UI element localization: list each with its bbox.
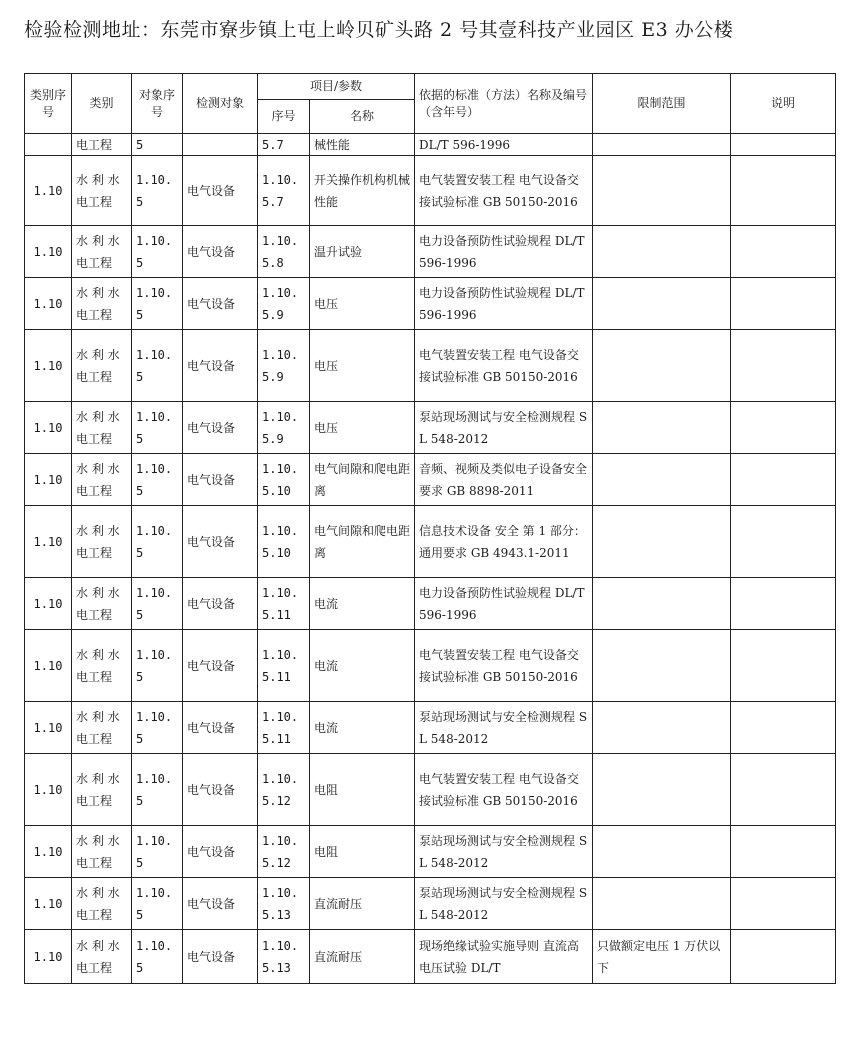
cell-object: 电气设备 — [183, 754, 258, 826]
cell-item-name: 电压 — [310, 402, 415, 454]
cell-cat-no: 1.10 — [25, 506, 72, 578]
cell-object: 电气设备 — [183, 156, 258, 226]
cell-standard: DL/T 596-1996 — [415, 134, 593, 156]
col-header-standard: 依据的标准（方法）名称及编号（含年号） — [415, 74, 593, 134]
cell-standard: 电力设备预防性试验规程 DL/T 596-1996 — [415, 226, 593, 278]
cell-obj-no: 1.10.5 — [132, 878, 183, 930]
cell-obj-no: 1.10.5 — [132, 156, 183, 226]
cell-object: 电气设备 — [183, 454, 258, 506]
cell-cat-no: 1.10 — [25, 930, 72, 984]
cell-item-no: 1.10.5.12 — [258, 754, 310, 826]
cell-limit — [593, 156, 731, 226]
cell-obj-no: 1.10.5 — [132, 506, 183, 578]
cell-standard: 泵站现场测试与安全检测规程 SL 548-2012 — [415, 402, 593, 454]
cell-limit — [593, 630, 731, 702]
cell-cat-no: 1.10 — [25, 330, 72, 402]
cell-item-name: 直流耐压 — [310, 878, 415, 930]
cell-object: 电气设备 — [183, 402, 258, 454]
cell-limit — [593, 754, 731, 826]
table-row — [25, 156, 836, 226]
cell-item-name: 械性能 — [310, 134, 415, 156]
cell-category: 水 利 水电工程 — [72, 826, 132, 878]
cell-item-no: 1.10.5.13 — [258, 930, 310, 984]
cell-category: 水 利 水电工程 — [72, 454, 132, 506]
cell-note — [731, 878, 836, 930]
cell-item-name: 电气间隙和爬电距离 — [310, 506, 415, 578]
cell-cat-no: 1.10 — [25, 878, 72, 930]
cell-item-name: 电阻 — [310, 826, 415, 878]
cell-obj-no: 1.10.5 — [132, 278, 183, 330]
cell-cat-no: 1.10 — [25, 402, 72, 454]
cell-item-no: 5.7 — [258, 134, 310, 156]
cell-item-name: 电流 — [310, 630, 415, 702]
cell-object: 电气设备 — [183, 826, 258, 878]
cell-category: 水 利 水电工程 — [72, 156, 132, 226]
cell-note — [731, 454, 836, 506]
cell-category: 水 利 水电工程 — [72, 278, 132, 330]
table-header — [25, 74, 836, 134]
cell-cat-no: 1.10 — [25, 754, 72, 826]
cell-standard: 电气装置安装工程 电气设备交接试验标准 GB 50150-2016 — [415, 754, 593, 826]
address-heading: 检验检测地址：东莞市寮步镇上屯上岭贝矿头路 2 号其壹科技产业园区 E3 办公楼 — [24, 19, 734, 41]
cell-cat-no: 1.10 — [25, 826, 72, 878]
col-header-item-name: 名称 — [310, 100, 415, 134]
cell-category: 水 利 水电工程 — [72, 506, 132, 578]
accreditation-table — [24, 73, 836, 984]
cell-item-no: 1.10.5.11 — [258, 578, 310, 630]
table-row — [25, 330, 836, 402]
cell-obj-no: 1.10.5 — [132, 454, 183, 506]
cell-item-no: 1.10.5.11 — [258, 702, 310, 754]
cell-object: 电气设备 — [183, 330, 258, 402]
cell-category: 水 利 水电工程 — [72, 578, 132, 630]
cell-obj-no: 1.10.5 — [132, 826, 183, 878]
cell-obj-no: 1.10.5 — [132, 578, 183, 630]
cell-item-no: 1.10.5.7 — [258, 156, 310, 226]
cell-category: 水 利 水电工程 — [72, 878, 132, 930]
cell-note — [731, 134, 836, 156]
cell-category: 水 利 水电工程 — [72, 402, 132, 454]
cell-standard: 电力设备预防性试验规程 DL/T 596-1996 — [415, 578, 593, 630]
cell-cat-no: 1.10 — [25, 278, 72, 330]
cell-limit — [593, 826, 731, 878]
col-header-note: 说明 — [731, 74, 836, 134]
col-header-item-no: 序号 — [258, 100, 310, 134]
cell-limit — [593, 506, 731, 578]
cell-object: 电气设备 — [183, 702, 258, 754]
cell-item-name: 直流耐压 — [310, 930, 415, 984]
cell-limit — [593, 330, 731, 402]
col-header-obj-no: 对象序号 — [132, 74, 183, 134]
cell-limit — [593, 578, 731, 630]
col-header-object: 检测对象 — [183, 74, 258, 134]
table-row — [25, 878, 836, 930]
table-row — [25, 754, 836, 826]
cell-item-no: 1.10.5.8 — [258, 226, 310, 278]
cell-standard: 电气装置安装工程 电气设备交接试验标准 GB 50150-2016 — [415, 330, 593, 402]
cell-item-name: 电压 — [310, 330, 415, 402]
cell-cat-no: 1.10 — [25, 702, 72, 754]
cell-standard: 电气装置安装工程 电气设备交接试验标准 GB 50150-2016 — [415, 156, 593, 226]
cell-note — [731, 702, 836, 754]
col-header-item-group: 项目/参数 — [258, 74, 415, 100]
cell-obj-no: 1.10.5 — [132, 930, 183, 984]
cell-obj-no: 1.10.5 — [132, 630, 183, 702]
cell-category: 电工程 — [72, 134, 132, 156]
cell-standard: 泵站现场测试与安全检测规程 SL 548-2012 — [415, 702, 593, 754]
cell-obj-no: 1.10.5 — [132, 226, 183, 278]
cell-note — [731, 402, 836, 454]
cell-limit — [593, 702, 731, 754]
cell-object: 电气设备 — [183, 226, 258, 278]
col-header-cat-no: 类别序号 — [25, 74, 72, 134]
cell-standard: 电力设备预防性试验规程 DL/T 596-1996 — [415, 278, 593, 330]
cell-limit — [593, 878, 731, 930]
cell-limit — [593, 402, 731, 454]
cell-item-name: 开关操作机构机械性能 — [310, 156, 415, 226]
table-row — [25, 930, 836, 984]
table-row — [25, 134, 836, 156]
cell-item-no: 1.10.5.9 — [258, 330, 310, 402]
cell-note — [731, 156, 836, 226]
table-row — [25, 226, 836, 278]
cell-item-name: 电阻 — [310, 754, 415, 826]
cell-item-no: 1.10.5.9 — [258, 278, 310, 330]
table-row — [25, 578, 836, 630]
col-header-limit: 限制范围 — [593, 74, 731, 134]
cell-standard: 音频、视频及类似电子设备安全要求 GB 8898-2011 — [415, 454, 593, 506]
cell-note — [731, 330, 836, 402]
cell-object: 电气设备 — [183, 878, 258, 930]
table-row — [25, 506, 836, 578]
cell-obj-no: 1.10.5 — [132, 330, 183, 402]
table-row — [25, 702, 836, 754]
cell-obj-no: 1.10.5 — [132, 702, 183, 754]
cell-category: 水 利 水电工程 — [72, 630, 132, 702]
col-header-category: 类别 — [72, 74, 132, 134]
cell-note — [731, 506, 836, 578]
cell-standard: 泵站现场测试与安全检测规程 SL 548-2012 — [415, 878, 593, 930]
cell-item-no: 1.10.5.12 — [258, 826, 310, 878]
cell-object: 电气设备 — [183, 506, 258, 578]
cell-item-no: 1.10.5.9 — [258, 402, 310, 454]
cell-object: 电气设备 — [183, 278, 258, 330]
cell-obj-no: 5 — [132, 134, 183, 156]
cell-category: 水 利 水电工程 — [72, 930, 132, 984]
cell-item-name: 温升试验 — [310, 226, 415, 278]
cell-category: 水 利 水电工程 — [72, 702, 132, 754]
cell-category: 水 利 水电工程 — [72, 330, 132, 402]
cell-item-no: 1.10.5.10 — [258, 454, 310, 506]
table-row — [25, 826, 836, 878]
cell-note — [731, 630, 836, 702]
cell-object: 电气设备 — [183, 630, 258, 702]
cell-cat-no: 1.10 — [25, 630, 72, 702]
cell-cat-no — [25, 134, 72, 156]
cell-cat-no: 1.10 — [25, 226, 72, 278]
cell-item-name: 电流 — [310, 702, 415, 754]
cell-limit: 只做额定电压 1 万伏以下 — [593, 930, 731, 984]
cell-category: 水 利 水电工程 — [72, 754, 132, 826]
cell-cat-no: 1.10 — [25, 454, 72, 506]
cell-category: 水 利 水电工程 — [72, 226, 132, 278]
cell-item-no: 1.10.5.10 — [258, 506, 310, 578]
cell-obj-no: 1.10.5 — [132, 754, 183, 826]
cell-note — [731, 826, 836, 878]
cell-note — [731, 226, 836, 278]
cell-object — [183, 134, 258, 156]
cell-limit — [593, 454, 731, 506]
cell-limit — [593, 134, 731, 156]
cell-standard: 现场绝缘试验实施导则 直流高电压试验 DL/T — [415, 930, 593, 984]
table-row — [25, 278, 836, 330]
cell-item-no: 1.10.5.11 — [258, 630, 310, 702]
cell-note — [731, 278, 836, 330]
cell-item-name: 电流 — [310, 578, 415, 630]
cell-note — [731, 930, 836, 984]
table-row — [25, 454, 836, 506]
cell-item-name: 电气间隙和爬电距离 — [310, 454, 415, 506]
cell-item-no: 1.10.5.13 — [258, 878, 310, 930]
table-body — [25, 134, 836, 984]
cell-cat-no: 1.10 — [25, 156, 72, 226]
table-row — [25, 402, 836, 454]
cell-object: 电气设备 — [183, 578, 258, 630]
cell-standard: 信息技术设备 安全 第 1 部分：通用要求 GB 4943.1-2011 — [415, 506, 593, 578]
cell-note — [731, 578, 836, 630]
cell-object: 电气设备 — [183, 930, 258, 984]
cell-standard: 泵站现场测试与安全检测规程 SL 548-2012 — [415, 826, 593, 878]
cell-item-name: 电压 — [310, 278, 415, 330]
table-row — [25, 630, 836, 702]
cell-obj-no: 1.10.5 — [132, 402, 183, 454]
cell-limit — [593, 278, 731, 330]
cell-note — [731, 754, 836, 826]
cell-standard: 电气装置安装工程 电气设备交接试验标准 GB 50150-2016 — [415, 630, 593, 702]
cell-cat-no: 1.10 — [25, 578, 72, 630]
cell-limit — [593, 226, 731, 278]
